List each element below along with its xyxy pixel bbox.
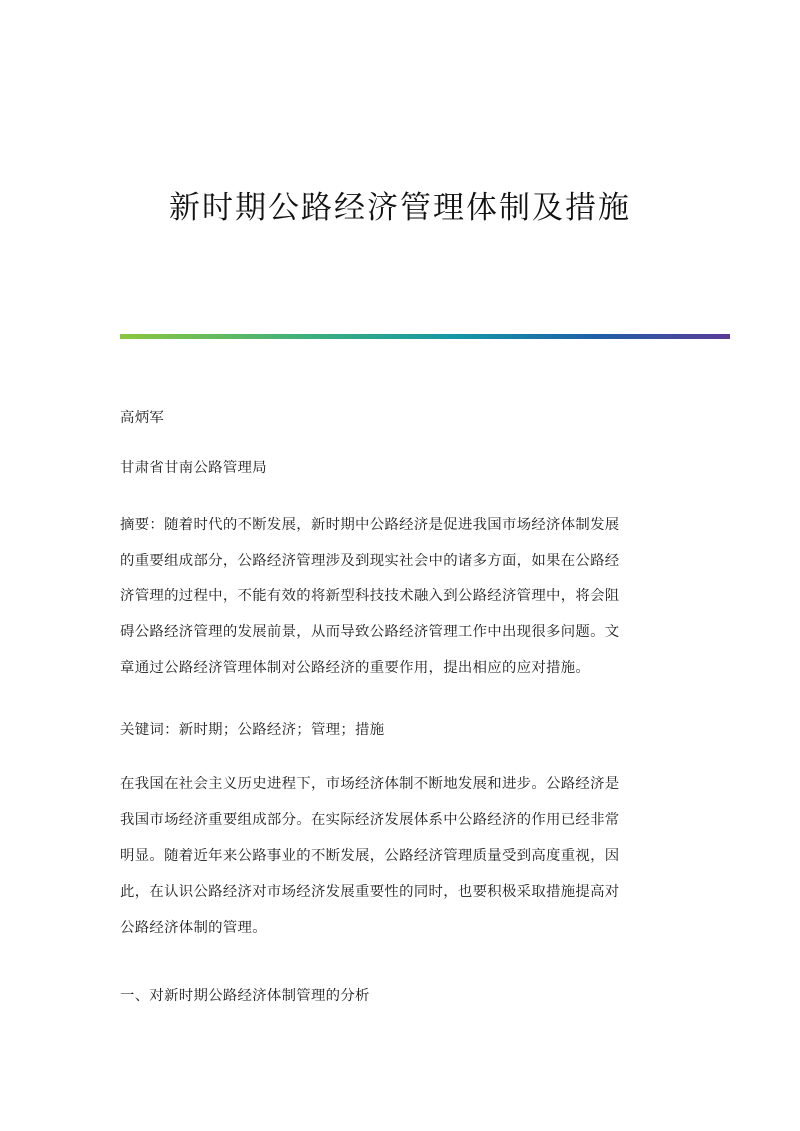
- intro-paragraph: [120, 767, 680, 947]
- intro-line: 在我国在社会主义历史进程下，市场经济体制不断地发展和进步。公路经济是: [120, 776, 620, 792]
- abstract-line: 章通过公路经济管理体制对公路经济的重要作用，提出相应的应对措施。: [120, 659, 591, 676]
- intro-line: 我国市场经济重要组成部分。在实际经济发展体系中公路经济的作用已经非常: [120, 811, 620, 828]
- page-title: 新时期公路经济管理体制及措施: [169, 190, 631, 226]
- author-name: 高炳军: [120, 410, 165, 426]
- intro-line: 明显。随着近年来公路事业的不断发展，公路经济管理质量受到高度重视，因: [120, 847, 620, 864]
- intro-line: 此，在认识公路经济对市场经济发展重要性的同时，也要积极采取措施提高对: [120, 883, 620, 900]
- author-affiliation: 甘肃省甘南公路管理局: [120, 460, 267, 476]
- abstract-line: 济管理的过程中，不能有效的将新型科技技术融入到公路经济管理中，将会阻: [120, 588, 620, 605]
- section-heading: 一、对新时期公路经济体制管理的分析: [120, 988, 370, 1004]
- abstract-paragraph: [120, 508, 680, 687]
- abstract-line: 碍公路经济管理的发展前景，从而导致公路经济管理工作中出现很多问题。文: [120, 624, 620, 641]
- intro-line: 公路经济体制的管理。: [120, 919, 267, 936]
- title-divider: [120, 334, 730, 339]
- abstract-line: 的重要组成部分，公路经济管理涉及到现实社会中的诸多方面，如果在公路经: [120, 552, 620, 569]
- abstract-line: 摘要：随着时代的不断发展，新时期中公路经济是促进我国市场经济体制发展: [120, 517, 620, 533]
- keywords: 关键词：新时期；公路经济；管理；措施: [120, 722, 385, 738]
